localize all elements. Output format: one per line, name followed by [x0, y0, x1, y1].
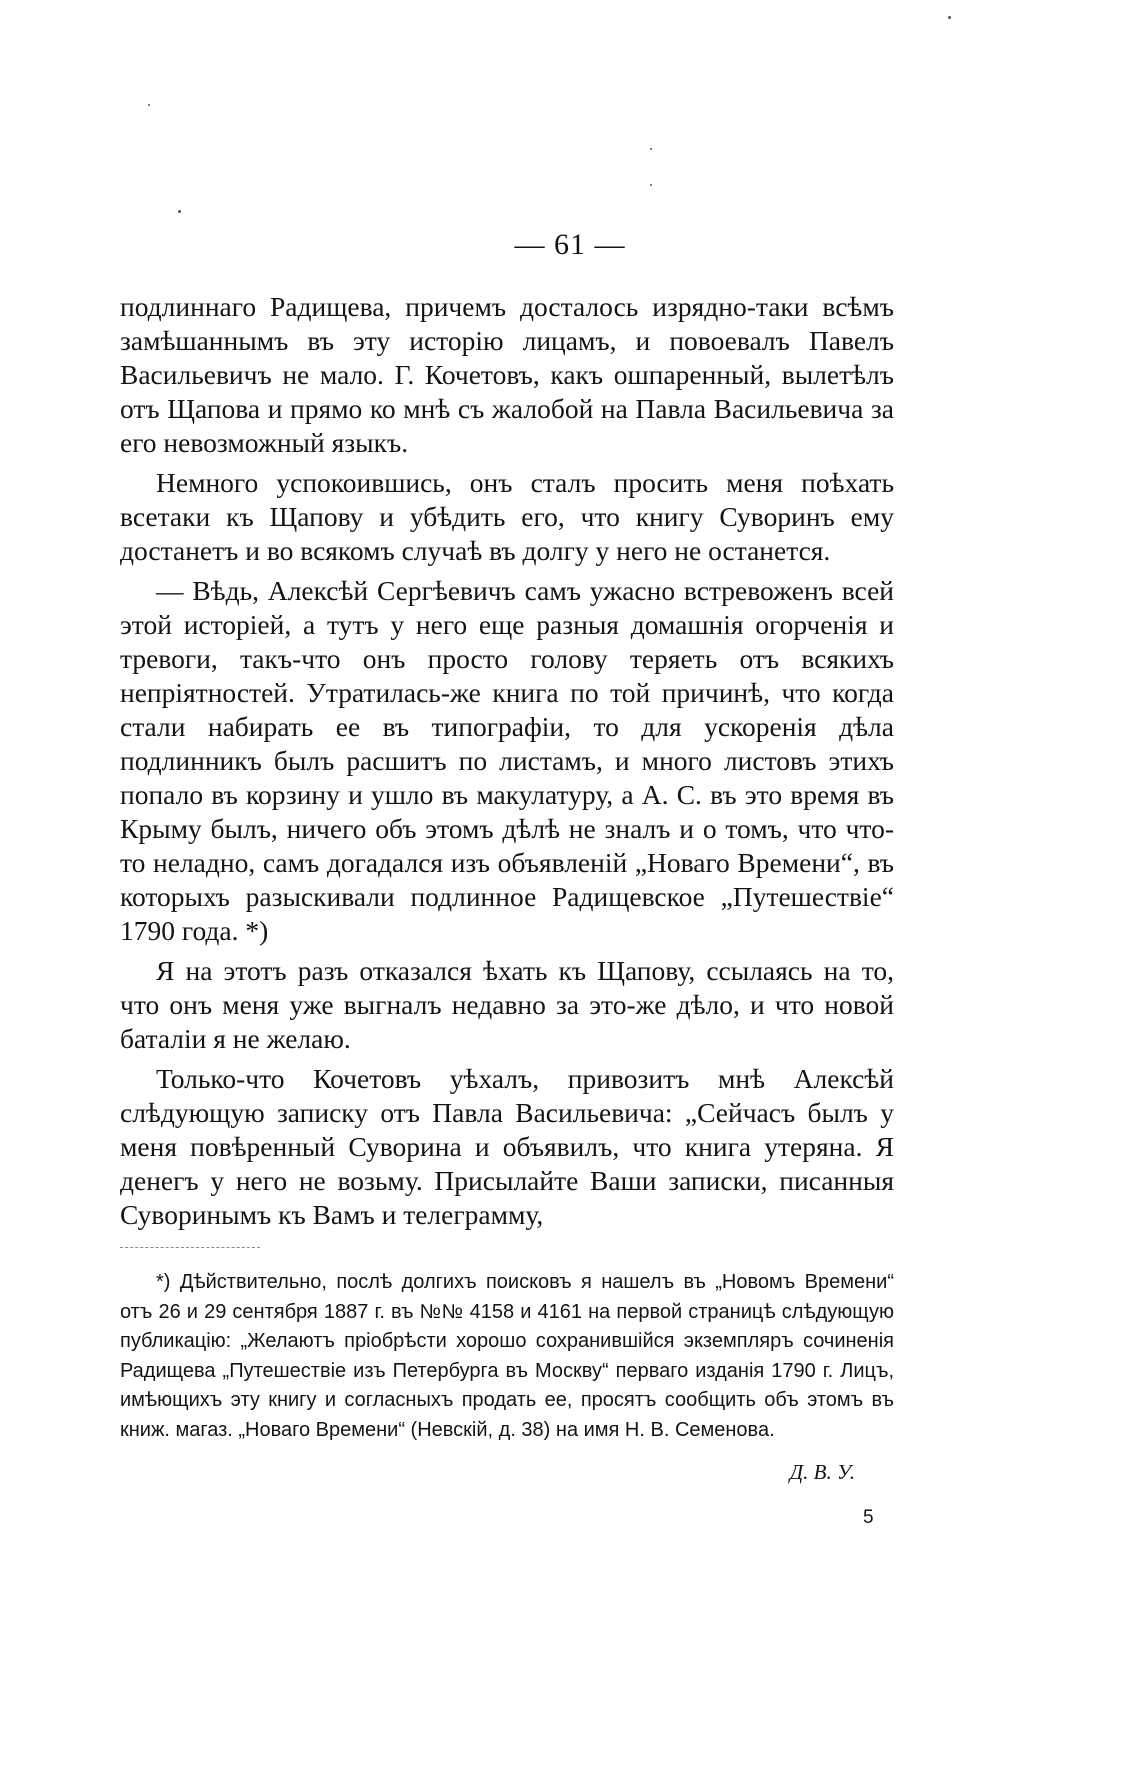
signature-mark: 5 [863, 1507, 874, 1528]
footnote [120, 1268, 894, 1445]
page-number: — 61 — [514, 228, 626, 261]
paragraph: Немного успокоившись, онъ сталъ просить меня поѣхать всетаки къ Щапову и убѣдить его, что книгу Суворинъ ему достанетъ и во всякомъ случаѣ въ долгу у него не останется. [120, 467, 894, 566]
footnote-signature: Д. В. У. [789, 1460, 855, 1484]
paragraph: подлиннаго Радищева, причемъ досталось изрядно-таки всѣмъ замѣшаннымъ въ эту исторію лицамъ, и повоевалъ Павелъ Васильевичъ не мало. Г. Кочетовъ, какъ ошпаренный, вылетѣлъ отъ Щапова и прямо ко мнѣ съ жалобой на Павла Васильевича за его невозможный языкъ. [120, 291, 894, 458]
main-text [120, 290, 894, 1238]
print-speck [148, 104, 150, 106]
print-speck [650, 184, 652, 186]
print-speck [178, 210, 181, 213]
footnote-text: *) Дѣйствительно, послѣ долгихъ поисковъ я нашелъ въ „Новомъ Времени“ отъ 26 и 29 сентября 1887 г. въ №№ 4158 и 4161 на первой страницѣ слѣдующую публикацію: „Желаютъ пріобрѣсти хорошо сохранившійся экземпляръ сочиненія Радищева „Путешествіе изъ Петербурга въ Москву“ перваго изданія 1790 г. Лицъ, имѣющихъ эту книгу и согласныхъ продать ее, просятъ сообщить объ этомъ въ книж. магаз. „Новаго Времени“ (Невскій, д. 38) на имя Н. В. Семенова. [120, 1271, 894, 1441]
paragraph: Только-что Кочетовъ уѣхалъ, привозитъ мнѣ Алексѣй слѣдующую записку отъ Павла Васильевича: „Сейчасъ былъ у меня повѣренный Суворина и объявилъ, что книга утеряна. Я денегъ у него не возьму. Присылайте Ваши записки, писанныя Суворинымъ къ Вамъ и телеграмму, [120, 1063, 894, 1230]
footnote-divider [120, 1247, 260, 1248]
print-speck [948, 16, 951, 19]
paragraph: — Вѣдь, Алексѣй Сергѣевичъ самъ ужасно встревоженъ всей этой исторіей, а тутъ у него еще разныя домашнія огорченія и тревоги, такъ-что онъ просто голову теряеть отъ всякихъ непріятностей. Утратилась-же книга по той причинѣ, что когда стали набирать ее въ типографіи, то для ускоренія дѣла подлинникъ былъ расшитъ по листамъ, и много листовъ этихъ попало въ корзину и ушло въ макулатуру, а А. С. въ это время въ Крыму былъ, ничего объ этомъ дѣлѣ не зналъ и о томъ, что что-то неладно, самъ догадался изъ объявленій „Новаго Времени“, въ которыхъ разыскивали подлинное Радищевское „Путешествіе“ 1790 года. *) [120, 575, 894, 946]
paragraph: Я на этотъ разъ отказался ѣхать къ Щапову, ссылаясь на то, что онъ меня уже выгналъ недавно за это-же дѣло, и что новой баталіи я не желаю. [120, 955, 894, 1054]
print-speck [650, 148, 652, 150]
